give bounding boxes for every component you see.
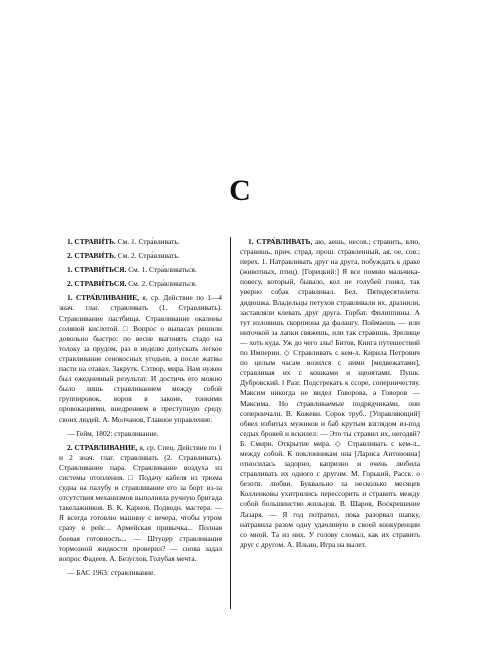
section-letter: С [229,174,251,207]
dictionary-entry [59,251,222,261]
dictionary-entry [59,237,222,247]
dictionary-entry [240,237,420,550]
entry-body: См. 2. Стра́вливаться. [126,279,197,289]
entry-headword: 1. СТРА́ВЛИВАТЬ, [248,237,313,246]
column-divider [230,237,231,609]
right-column [240,237,420,554]
dictionary-entry [59,265,222,275]
entry-headword: 1. СТРА́ВЛИВАНИЕ, [67,293,140,303]
entry-body: аю, аешь, несов.; стравить, влю, стравишь, прич. страд. прош. стравленный, ая, ое, сов.; перех. 1. Натравливать друг на друга, побуждать к драке (животных, птиц). [Горецкий:] Я все помню мальчика-повесу, который, бывало, кол не голубей гонял, так уверно собак стравливал. Бел. Пятидесятилетн. дядюшка. Владельцы петухов стравливали их, дразнили, заставляли клевать друг друга. Горбат. Филиппины. А тут изловишь скорпиона да фалангу. Поймаешь — или ниточкой за лапки свяжешь, или так стравишь. Зрелище — хоть куда. Уж до чего злы! Битов, Книга путешествий по Империи. ◇ Стравливать с кем-л. Кирила Петрович по целым часам возился с ними [медвежатами], стравливая их с кошками и щенятами. Пушк. Дубровский. ‖ Разг. Подстрекать к ссоре, соперничеству. Максим никогда не видел Говорова, а Говоров — Максима. Но стравливаемые подрядчиками, они соперничали. В. Кожевн. Сорок труб.. [Управляющий] обвел избитых мужиков и баб крутым взглядом из-под седых бровей и вскилел: — Это ты стравил их, негодяй? Б. Смирн. Открытие мира. ◇ Стравливать с кем-л., между собой. К поклонникам она [Лариса Антоновна] относилась задорно, капризно и очень любила стравливать их одного с другим. М. Горький, Расск. о безотв. любви. Буквально за несколько месяцев Колленковы ухитрились перессорить и стравить между собой большинство жильцов. В. Шаров, Воскрешение Лазаря. — Я год потратил, пока разорвал шапку, натравила разом одну удачливую в своей конкуренции со мной. Та из них. У голову сломал, как их стравить друг с другом. А. Ильин, Игра на вылет. [240,237,421,549]
entry-headword: 2. СТРАВИ́ТЬ. [67,251,116,261]
entry-headword: 1. СТРАВИ́ТЬ. [67,237,116,246]
dictionary-entry [59,279,222,289]
entry-body: я, ср. Действие по 1—4 знач. глаг. стравливать (1. Стравливать). Стравливание пастбища. Стравливание окалины соляной кислотой. □ Вопрос о выпасах решили довольно быстро: по весне выгонять стадо на толоку за прудом, раз в неделю допускать легкое стравливание сенокосных угодьев, а после жатвы пасти на отавах. Закрутк. Сэтвор, мира. Нам нужен был ежедневный результат. И достичь его можно было лишь стравливанием между собой группировок, воров в законе, тонкими провокациями, внедрением в преступную среду своих людей. А. Молчанов, Главное управление. [59,293,222,424]
entry-body: См. 2. Стра́вливать. [115,251,180,261]
entry-body: См. 1. Стра́вливаться. [126,265,197,275]
entry-headword: 2. СТРАВИ́ТЬСЯ. [67,279,127,289]
left-column [59,237,222,582]
entry-source: — Гейм, 1802: стравливание. [67,428,159,438]
entry-headword: 2. СТРА́ВЛИВАНИЕ, [67,442,138,452]
entry-source: — БАС 1963: стравливание. [67,567,156,577]
entry-body: См. 1. Стра́вливать. [115,237,180,246]
entry-headword: 1. СТРАВИ́ТЬСЯ. [67,265,127,275]
dictionary-entry [59,443,222,564]
entry-body: я, ср. Спец. Действие по 1 и 2 знач. глаг. стравливать (2. Стравливать). Стравливание пара. Стравливание воздуха из системы отопления. □ Подачу кабеля из трюма судна на палубу и стравливание его за борт из-за отсутствия механизмов выполняла ручную бригада такелажников. В. К. Карнов, Подводн. мастера. — Я всегда готовлю машину с вечера, чтобы утром сразу в рейс... Армейская привычка... Полная боевая готовность... — Штуцер стравливания тормозной жидкости проверил? — снова задал вопрос Фадеев. А. Безуглов, Голубая мечта. [59,442,223,563]
dictionary-entry [59,293,222,424]
